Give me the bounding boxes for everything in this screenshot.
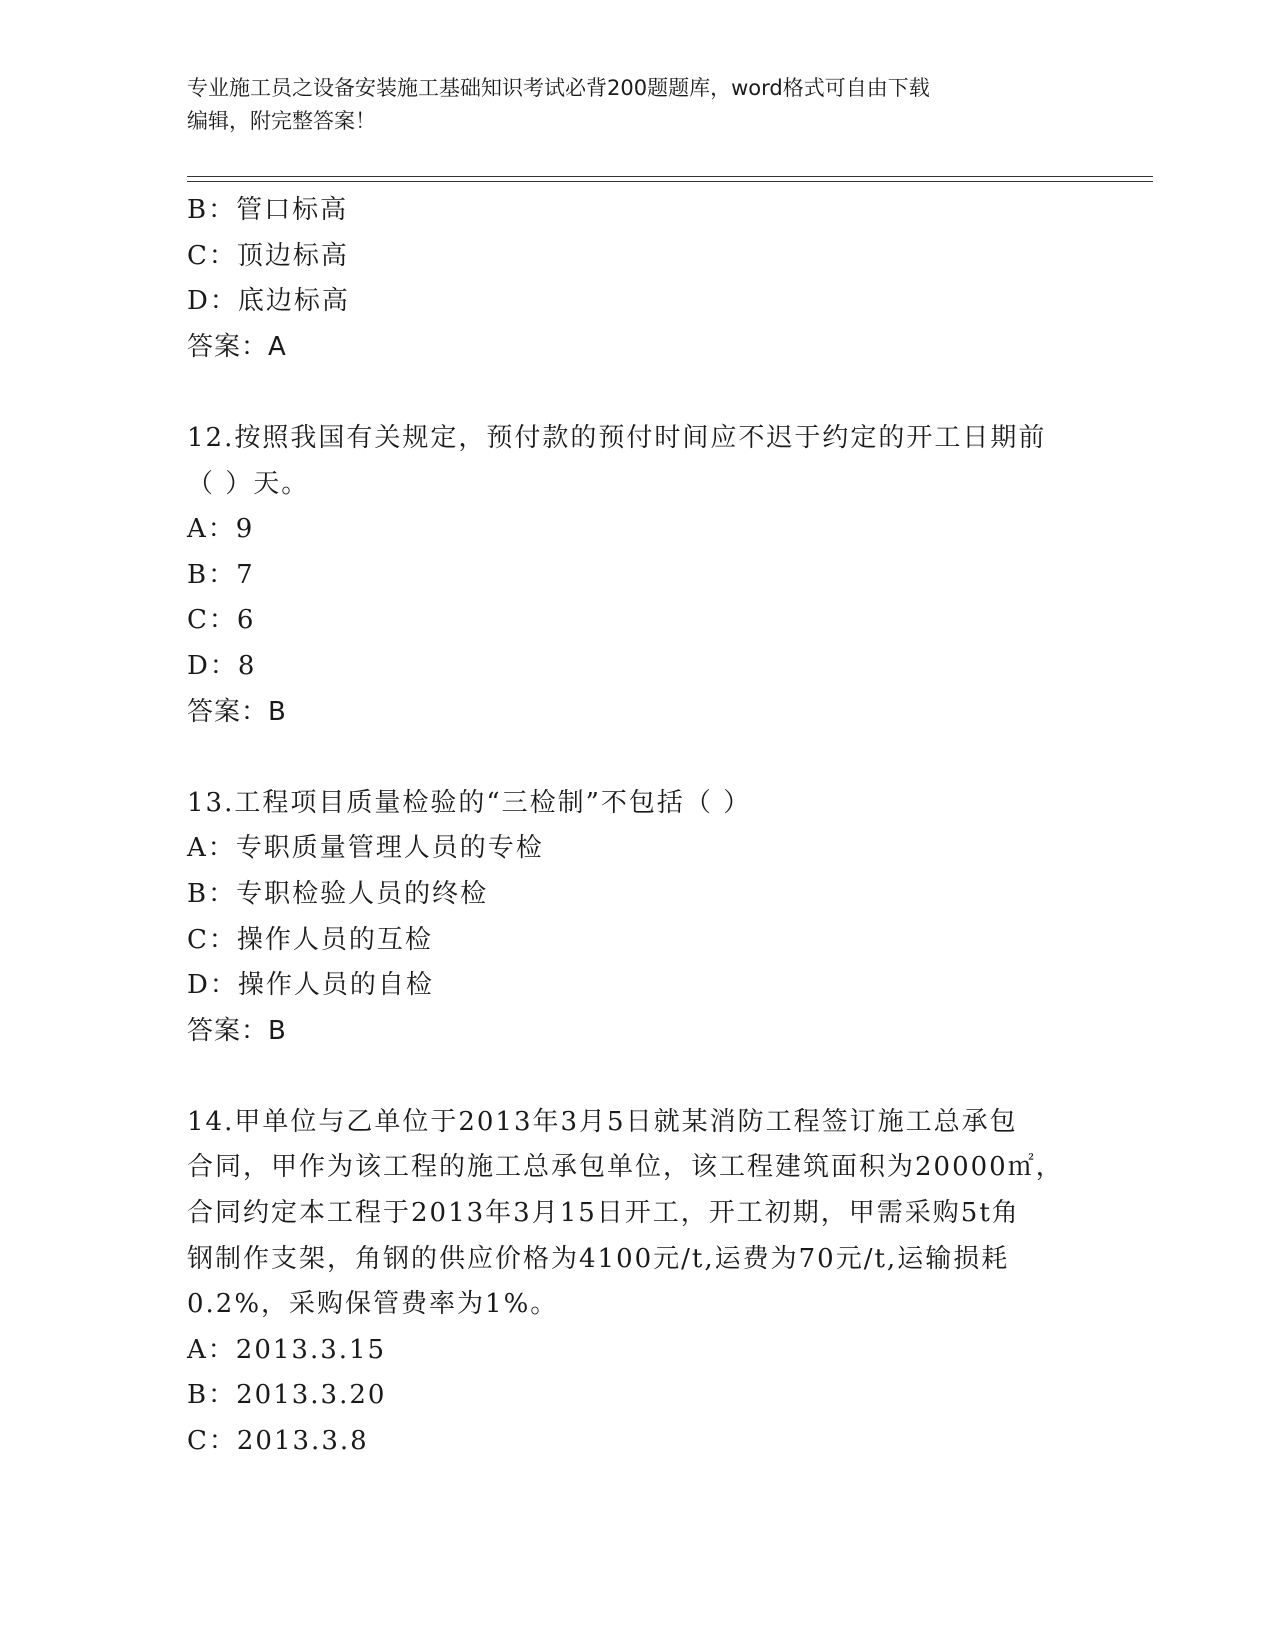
question-text-line-2: 合同，甲作为该工程的施工总承包单位，该工程建筑面积为20000㎡， xyxy=(187,1152,1064,1183)
header-title-line-2: 编辑，附完整答案！ xyxy=(187,109,376,133)
header-title-line-1: 专业施工员之设备安装施工基础知识考试必背200题题库，word格式可自由下载 xyxy=(187,76,930,100)
question-12 xyxy=(187,416,1087,735)
document-body xyxy=(187,188,1087,1465)
option-b: B：管口标高 xyxy=(187,195,349,225)
option-c: C：操作人员的互检 xyxy=(187,924,433,955)
question-14 xyxy=(187,1100,1087,1465)
question-text-cont: （ ）天。 xyxy=(187,468,310,499)
question-text: 13.工程项目质量检验的“三检制”不包括（ ） xyxy=(187,787,752,818)
question-text-line-5: 0.2%，采购保管费率为1%。 xyxy=(187,1289,559,1320)
answer-label: 答案：B xyxy=(187,696,287,727)
question-text-line-4: 钢制作支架，角钢的供应价格为4100元/t,运费为70元/t,运输损耗 xyxy=(187,1243,1010,1274)
option-c: C：2013.3.8 xyxy=(187,1426,369,1457)
spacer xyxy=(187,370,1087,416)
header-divider-bottom xyxy=(187,181,1153,182)
option-a: A：2013.3.15 xyxy=(187,1334,387,1365)
option-d: D：底边标高 xyxy=(187,286,350,317)
option-a: A：9 xyxy=(187,514,255,545)
question-text-line-3: 合同约定本工程于2013年3月15日开工，开工初期，甲需采购5t角 xyxy=(187,1198,1020,1229)
question-11-continued xyxy=(187,188,1087,370)
option-d: D：操作人员的自检 xyxy=(187,970,434,1001)
option-d: D：8 xyxy=(187,650,257,681)
option-c: C：6 xyxy=(187,605,256,636)
answer-label: 答案：A xyxy=(187,331,287,362)
option-b: B：7 xyxy=(187,559,255,590)
option-b: B：专职检验人员的终检 xyxy=(187,878,489,909)
option-c: C：顶边标高 xyxy=(187,240,349,271)
spacer xyxy=(187,735,1087,781)
question-text: 12.按照我国有关规定，预付款的预付时间应不迟于约定的开工日期前 xyxy=(187,422,1047,453)
answer-label: 答案：B xyxy=(187,1015,287,1046)
header-divider-top xyxy=(187,176,1153,177)
question-13 xyxy=(187,781,1087,1055)
option-b: B：2013.3.20 xyxy=(187,1380,387,1411)
document-header xyxy=(187,72,1067,138)
spacer xyxy=(187,1054,1087,1100)
question-text-line-1: 14.甲单位与乙单位于2013年3月5日就某消防工程签订施工总承包 xyxy=(187,1106,1018,1137)
option-a: A：专职质量管理人员的专检 xyxy=(187,833,544,864)
